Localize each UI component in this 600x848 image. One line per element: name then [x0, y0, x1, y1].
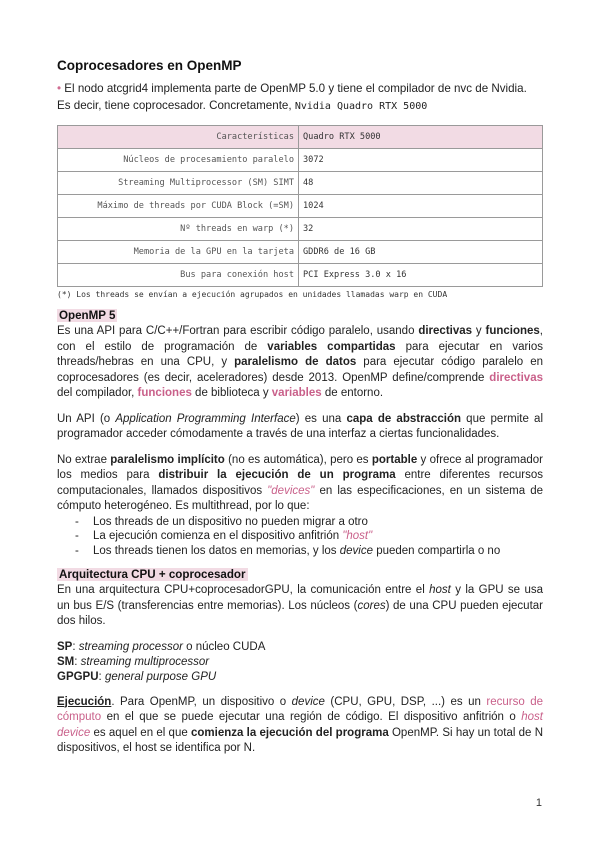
definition-term: SM [57, 655, 75, 668]
definition-term: SP [57, 640, 73, 653]
highlighted-term: "devices" [267, 484, 315, 497]
text-run: en el que se puede ejecutar una región de código. El dispositivo anfitrión o [101, 711, 522, 723]
bold-term: funciones [485, 325, 540, 337]
text-run: ) de una CPU pueden ejecutar dos hilos. [57, 599, 543, 627]
document-page [57, 58, 543, 757]
text-run: . Para OpenMP, un dispositivo o [111, 695, 292, 708]
bold-term: comienza la ejecución del programa [191, 726, 389, 739]
table-cell-key: Máximo de threads por CUDA Block (=SM) [58, 195, 299, 218]
bold-term: portable [371, 453, 418, 466]
text-run: de biblioteca y [191, 387, 272, 399]
specs-header-value: Quadro RTX 5000 [299, 126, 543, 149]
italic-term: Application Programming Interface [115, 412, 296, 425]
definition-item [57, 655, 543, 670]
section-heading-architecture: Arquitectura CPU + coprocesador [59, 568, 246, 581]
text-run: y [472, 325, 486, 337]
text-run: para ejecutar código paralelo en coprocesadores (es decir, aceleradores) desde 2013. OpenMP define/comprende [57, 356, 543, 384]
table-row [58, 218, 543, 241]
definition-term: GPGPU [57, 670, 99, 683]
italic-term: cores [357, 599, 386, 612]
text-run: en las especificaciones, en un sistema de cómputo heterogéneo. Es multithread, por lo que: [57, 484, 543, 512]
table-cell-value: 1024 [299, 195, 543, 218]
text-run: y ofrece al programador los medios para [57, 453, 543, 481]
text-run: entre diferentes recursos computacionales, llamados dispositivos [57, 469, 543, 497]
specs-header-key: Características [58, 126, 299, 149]
text-run: pueden compartirla o no [373, 544, 501, 557]
specs-table [57, 125, 543, 287]
definition-item [57, 670, 543, 685]
text-run: (CPU, GPU, DSP, ...) es un [324, 695, 487, 708]
text-run: No extrae [57, 453, 111, 466]
italic-term: device [339, 544, 373, 557]
text-run: ) es una [295, 412, 347, 425]
definition-text: general purpose GPU [104, 670, 217, 683]
table-cell-value: 3072 [299, 149, 543, 172]
list-item [93, 544, 543, 559]
table-row [58, 241, 543, 264]
bold-term: directivas [418, 325, 473, 337]
text-run: o núcleo CUDA [182, 640, 266, 653]
text-run: En una arquitectura CPU+coprocesadorGPU, la comunicación entre el [57, 584, 430, 596]
table-row [58, 172, 543, 195]
underlined-term: Ejecución [57, 695, 112, 708]
text-run: Los threads tienen los datos en memorias, y los [93, 544, 340, 557]
text-run: Un API (o [57, 412, 116, 425]
text-run: que permite al programador acceder cómodamente a través de una interfaz a ciertas funcionalidades. [57, 412, 544, 440]
definition-item [57, 640, 543, 655]
list-item [93, 515, 543, 530]
highlighted-term: funciones [137, 387, 192, 399]
table-cell-value: 48 [299, 172, 543, 195]
openmp5-list [57, 515, 543, 559]
text-run: y la GPU se usa un bus E/S (transferencias entre memorias). Los núcleos ( [57, 584, 543, 612]
highlighted-term: directivas [489, 371, 543, 384]
list-item [93, 529, 543, 544]
section-heading-openmp5: OpenMP 5 [59, 309, 116, 322]
table-cell-key: Núcleos de procesamiento paralelo [58, 149, 299, 172]
table-cell-key: Nº threads en warp (*) [58, 218, 299, 241]
text-run: : [74, 655, 81, 668]
text-run: : [98, 670, 105, 683]
bold-term: paralelismo implícito [110, 453, 225, 466]
table-cell-key: Streaming Multiprocessor (SM) SIMT [58, 172, 299, 195]
text-run: , con el estilo de programación de [57, 325, 543, 353]
definition-text: streaming multiprocessor [80, 655, 210, 668]
highlighted-term: host device [57, 711, 543, 739]
text-run: (no es automática), pero es [224, 453, 372, 466]
text-run: de entorno. [321, 387, 384, 399]
table-cell-key: Memoria de la GPU en la tarjeta [58, 241, 299, 264]
table-row [58, 149, 543, 172]
table-cell-value: 32 [299, 218, 543, 241]
table-footnote: (*) Los threads se envían a ejecución agrupados en unidades llamadas warp en CUDA [57, 290, 448, 299]
highlighted-term: variables [271, 387, 322, 399]
highlighted-term: recurso de cómputo [57, 695, 543, 723]
intro-text: El nodo atcgrid4 implementa parte de OpenMP 5.0 y tiene el compilador de nvc de Nvidia. Es decir, tiene coprocesador. Concretamente, [57, 82, 527, 112]
definitions-list [57, 640, 543, 685]
bold-term: variables compartidas [267, 340, 396, 353]
table-cell-value: PCI Express 3.0 x 16 [299, 264, 543, 287]
italic-term: host [429, 584, 451, 596]
arch-paragraph-2 [57, 695, 543, 757]
arch-paragraph-1 [57, 583, 543, 630]
table-row [58, 264, 543, 287]
page-number: 1 [535, 797, 542, 809]
text-run: es aquel en el que [90, 726, 191, 739]
table-cell-value: GDDR6 de 16 GB [299, 241, 543, 264]
text-run: del compilador, [57, 387, 138, 399]
intro-gpu-name: Nvidia Quadro RTX 5000 [294, 101, 428, 112]
bold-term: capa de abstracción [346, 412, 461, 425]
text-run: para ejecutar en varios threads/hebras en una CPU, y [57, 340, 543, 368]
openmp5-paragraph-2 [57, 412, 543, 443]
table-row [58, 195, 543, 218]
specs-table-header [58, 126, 543, 149]
text-run: La ejecución comienza en el dispositivo anfitrión [93, 530, 343, 542]
text-run: Es una API para C/C++/Fortran para escribir código paralelo, usando [57, 325, 419, 337]
intro-bullet: • [57, 82, 62, 95]
table-cell-key: Bus para conexión host [58, 264, 299, 287]
bold-term: paralelismo de datos [234, 356, 357, 368]
italic-term: device [291, 695, 325, 708]
text-run: Los threads de un dispositivo no pueden migrar a otro [93, 515, 368, 528]
text-run: : [72, 640, 79, 653]
highlighted-term: "host" [342, 530, 373, 542]
intro-paragraph [57, 80, 543, 115]
bold-term: distribuir la ejecución de un programa [158, 469, 396, 481]
definition-text: streaming processor [78, 640, 183, 653]
text-run: OpenMP. Si hay un total de N dispositivos, el host se identifica por N. [57, 726, 544, 754]
openmp5-paragraph-1 [57, 324, 543, 402]
openmp5-paragraph-3 [57, 453, 543, 515]
page-title: Coprocesadores en OpenMP [57, 58, 242, 73]
